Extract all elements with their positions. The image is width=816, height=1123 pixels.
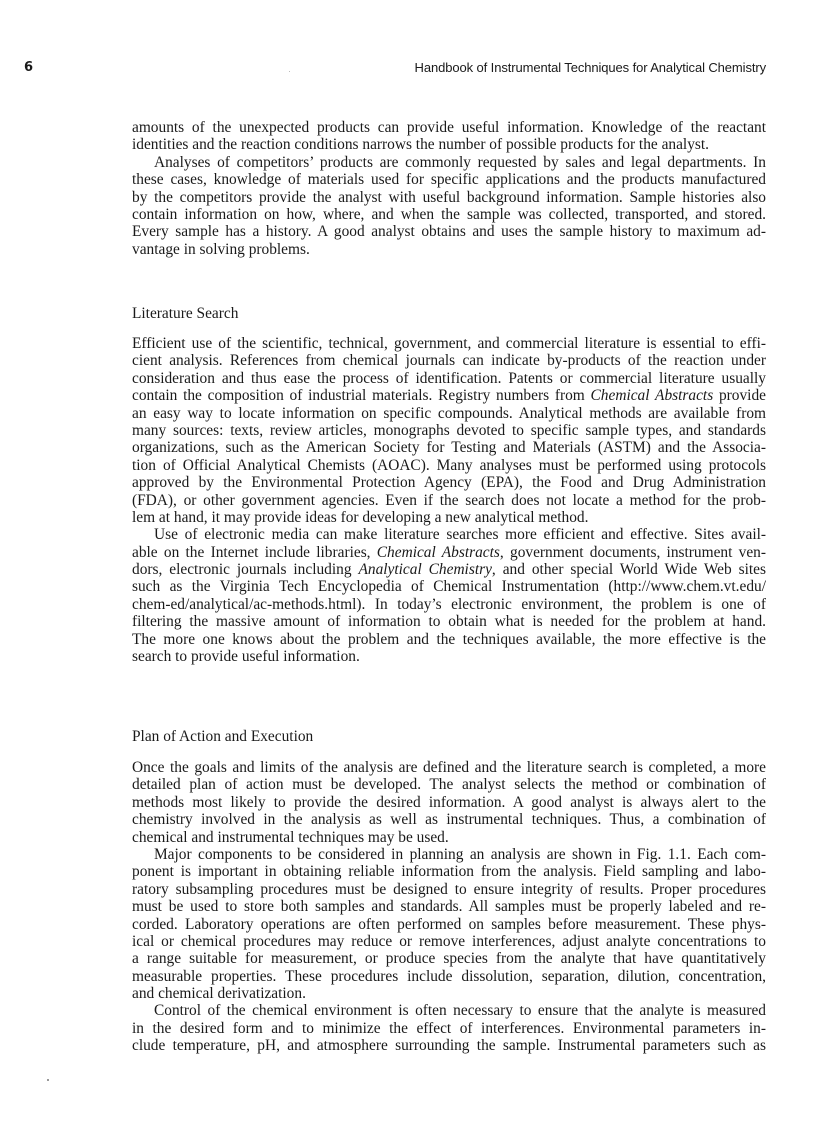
text-run: provide xyxy=(713,387,766,405)
text-line: clude temperature, pH, and atmosphere surrounding the sample. Instrumental parameters such as xyxy=(132,1037,766,1055)
section-heading-plan-of-action: Plan of Action and Execution xyxy=(132,728,314,745)
text-line: Analyses of competitors’ products are commonly requested by sales and legal departments. In xyxy=(154,153,766,171)
text-line xyxy=(132,561,766,578)
text-line: an easy way to locate information on specific compounds. Analytical methods are available from xyxy=(132,404,766,422)
text-line: search to provide useful information. xyxy=(132,648,360,666)
text-line: and chemical derivatization. xyxy=(132,985,306,1003)
scan-speck xyxy=(289,71,290,72)
text-run: contain the composition of industrial materials. Registry numbers from xyxy=(132,387,591,405)
text-line: Major components to be considered in planning an analysis are shown in Fig. 1.1. Each com- xyxy=(154,845,766,863)
text-line: measurable properties. These procedures include dissolution, separation, dilution, concentration, xyxy=(132,967,766,985)
text-line: ponent is important in obtaining reliable information from the analysis. Field sampling and labo- xyxy=(132,863,766,881)
text-line: ratory subsampling procedures must be designed to ensure integrity of results. Proper procedures xyxy=(132,880,766,898)
text-line xyxy=(132,544,766,561)
text-line xyxy=(132,387,766,404)
text-line: chemical and instrumental techniques may be used. xyxy=(132,828,449,846)
text-line: contain information on how, where, and when the sample was collected, transported, and stored. xyxy=(132,205,766,223)
text-line: organizations, such as the American Society for Testing and Materials (ASTM) and the Associa- xyxy=(132,439,766,457)
text-line: Every sample has a history. A good analyst obtains and uses the sample history to maximum ad- xyxy=(132,223,766,241)
text-line: tion of Official Analytical Chemists (AOAC). Many analyses must be performed using protocols xyxy=(132,456,766,474)
journal-title: Analytical Chemistry xyxy=(358,561,492,579)
text-line: such as the Virginia Tech Encyclopedia of Chemical Instrumentation (http://www.chem.vt.edu/ xyxy=(132,578,766,596)
text-line: vantage in solving problems. xyxy=(132,240,310,258)
plan-of-action-section xyxy=(132,759,766,1055)
text-line: amounts of the unexpected products can provide useful information. Knowledge of the reactant xyxy=(132,119,766,136)
text-line: must be used to store both samples and standards. All samples must be properly labeled and re- xyxy=(132,898,766,916)
text-line: approved by the Environmental Protection Agency (EPA), the Food and Drug Administration xyxy=(132,474,766,492)
text-run: able on the Internet include libraries, xyxy=(132,543,377,561)
text-line: corded. Laboratory operations are often performed on samples before measurement. These phys- xyxy=(132,915,766,933)
text-line: detailed plan of action must be developed. The analyst selects the method or combination of xyxy=(132,776,766,794)
text-line: Efficient use of the scientific, technical, government, and commercial literature is essential to effi- xyxy=(132,335,766,352)
text-line: in the desired form and to minimize the effect of interferences. Environmental parameters in- xyxy=(132,1019,766,1037)
text-line: filtering the massive amount of information to obtain what is needed for the problem at hand. xyxy=(132,613,766,631)
running-head xyxy=(0,60,816,80)
text-line: a range suitable for measurement, or produce species from the analyte that have quantitatively xyxy=(132,950,766,968)
text-line: these cases, knowledge of materials used for specific applications and the products manufactured xyxy=(132,171,766,189)
text-line: identities and the reaction conditions narrows the number of possible products for the analyst. xyxy=(132,136,710,154)
text-line: (FDA), or other government agencies. Even if the search does not locate a method for the prob- xyxy=(132,491,766,509)
text-line: Control of the chemical environment is often necessary to ensure that the analyte is measured xyxy=(154,1002,766,1020)
literature-search-section xyxy=(132,335,766,665)
scan-speck xyxy=(47,1079,49,1081)
journal-title: Chemical Abstracts xyxy=(590,387,714,405)
text-line: The more one knows about the problem and the techniques available, the more effective is the xyxy=(132,630,766,648)
text-line: cient analysis. References from chemical journals can indicate by-products of the reaction under xyxy=(132,352,766,370)
text-line: chem-ed/analytical/ac-methods.html). In today’s electronic environment, the problem is one of xyxy=(132,595,766,613)
text-line: many sources: texts, review articles, monographs devoted to specific sample types, and standards xyxy=(132,421,766,439)
intro-section xyxy=(132,119,766,258)
page-number: 6 xyxy=(24,60,34,75)
text-line: ical or chemical procedures may reduce or remove interferences, adjust analyte concentrations to xyxy=(132,932,766,950)
text-run: , and other special World Wide Web sites xyxy=(491,561,766,579)
text-line: consideration and thus ease the process of identification. Patents or commercial literature usually xyxy=(132,369,766,387)
text-run: dors, electronic journals including xyxy=(132,561,359,579)
text-line: methods most likely to provide the desired information. A good analyst is always alert to the xyxy=(132,793,766,811)
section-heading-literature-search: Literature Search xyxy=(132,305,239,322)
text-line: Use of electronic media can make literature searches more efficient and effective. Sites avail- xyxy=(154,526,766,544)
book-title: Handbook of Instrumental Techniques for Analytical Chemistry xyxy=(414,60,766,75)
journal-title: Chemical Abstracts xyxy=(376,543,500,561)
text-run: , government documents, instrument ven- xyxy=(499,543,766,561)
text-line: Once the goals and limits of the analysis are defined and the literature search is completed, a more xyxy=(132,759,766,776)
text-line: lem at hand, it may provide ideas for developing a new analytical method. xyxy=(132,508,589,526)
text-line: by the competitors provide the analyst with useful background information. Sample histories also xyxy=(132,188,766,206)
text-line: chemistry involved in the analysis as well as instrumental techniques. Thus, a combination of xyxy=(132,811,766,829)
